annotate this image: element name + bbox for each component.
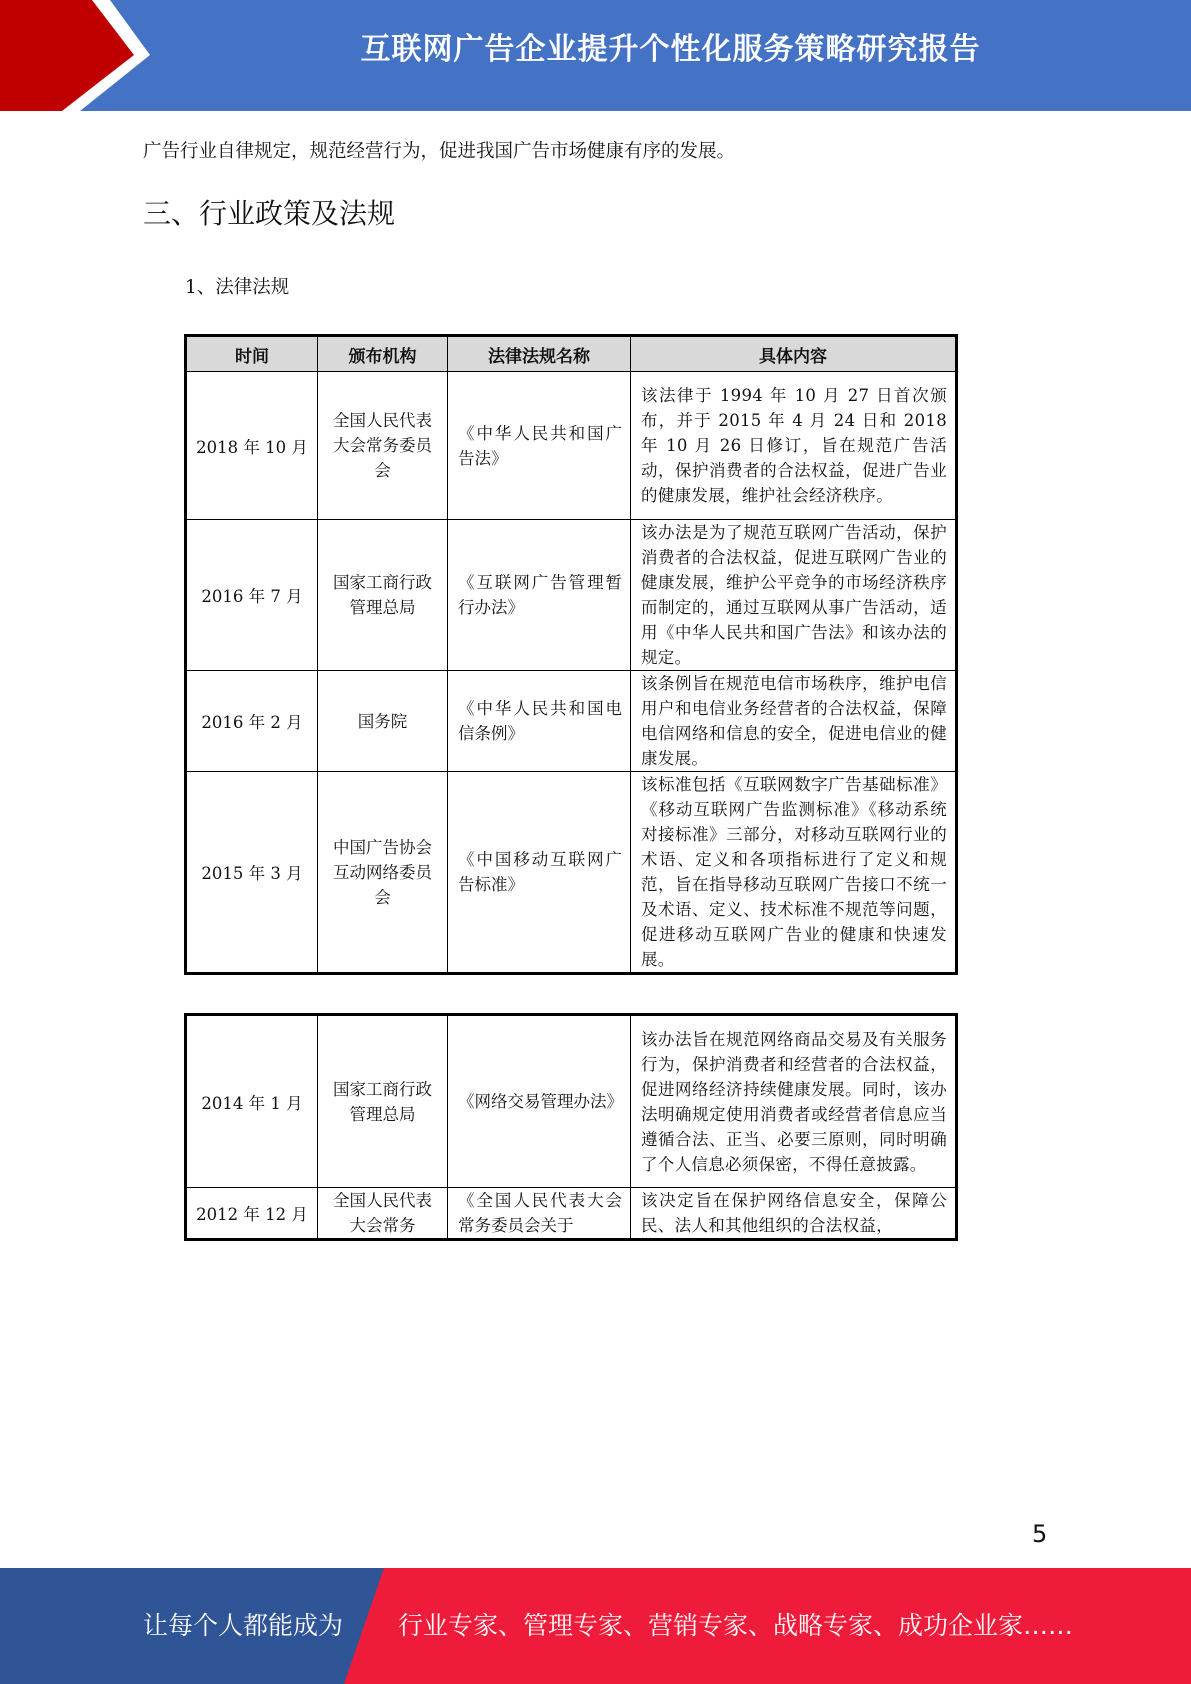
cell-content: 该办法是为了规范互联网广告活动，保护消费者的合法权益，促进互联网广告业的健康发展，维护公平竞争的市场经济秩序而制定的，通过互联网从事广告活动，适用《中华人民共和国广告法》和该办法的规定。	[631, 520, 957, 671]
table-row	[186, 1015, 957, 1188]
cell-date: 2014 年 1 月	[186, 1015, 318, 1188]
cell-date: 2016 年 7 月	[186, 520, 318, 671]
cell-content: 该决定旨在保护网络信息安全，保障公民、法人和其他组织的合法权益，	[631, 1188, 957, 1240]
cell-issuer: 国家工商行政管理总局	[318, 1015, 448, 1188]
footer-slogan-right: 行业专家、管理专家、营销专家、战略专家、成功企业家……	[398, 1611, 1074, 1640]
table-header-row	[186, 336, 957, 372]
intro-paragraph: 广告行业自律规定，规范经营行为，促进我国广告市场健康有序的发展。	[143, 141, 736, 162]
cell-law-name: 《中华人民共和国广告法》	[448, 372, 631, 520]
regulations-table	[184, 334, 958, 975]
section-heading: 三、行业政策及法规	[143, 197, 396, 230]
cell-law-name: 《互联网广告管理暂行办法》	[448, 520, 631, 671]
table-row	[186, 671, 957, 772]
cell-date: 2015 年 3 月	[186, 772, 318, 974]
cell-issuer: 全国人民代表大会常务委员会	[318, 372, 448, 520]
table-row	[186, 1188, 957, 1240]
cell-date: 2016 年 2 月	[186, 671, 318, 772]
header-banner	[0, 0, 1191, 111]
cell-date: 2012 年 12 月	[186, 1188, 318, 1240]
table-row	[186, 520, 957, 671]
footer-banner	[0, 1568, 1191, 1684]
cell-issuer: 国务院	[318, 671, 448, 772]
footer-slogan-left: 让每个人都能成为	[143, 1611, 344, 1640]
cell-law-name: 《全国人民代表大会常务委员会关于	[448, 1188, 631, 1240]
table-row	[186, 772, 957, 974]
cell-content: 该条例旨在规范电信市场秩序，维护电信用户和电信业务经营者的合法权益，保障电信网络和信息的安全，促进电信业的健康发展。	[631, 671, 957, 772]
cell-date: 2018 年 10 月	[186, 372, 318, 520]
column-header-issuer: 颁布机构	[318, 336, 448, 372]
table-row	[186, 372, 957, 520]
cell-law-name: 《中华人民共和国电信条例》	[448, 671, 631, 772]
page-number: 5	[1032, 1520, 1048, 1548]
column-header-law-name: 法律法规名称	[448, 336, 631, 372]
regulations-table-continued	[184, 1013, 958, 1241]
cell-content: 该法律于 1994 年 10 月 27 日首次颁布，并于 2015 年 4 月 24 日和 2018 年 10 月 26 日修订，旨在规范广告活动，保护消费者的合法权益，促进广告业的健康发展，维护社会经济秩序。	[631, 372, 957, 520]
cell-issuer: 全国人民代表大会常务	[318, 1188, 448, 1240]
cell-content: 该办法旨在规范网络商品交易及有关服务行为，保护消费者和经营者的合法权益，促进网络经济持续健康发展。同时，该办法明确规定使用消费者或经营者信息应当遵循合法、正当、必要三原则，同时明确了个人信息必须保密，不得任意披露。	[631, 1015, 957, 1188]
subsection-heading: 1、法律法规	[185, 277, 290, 298]
cell-content: 该标准包括《互联网数字广告基础标准》《移动互联网广告监测标准》《移动系统对接标准》三部分，对移动互联网行业的术语、定义和各项指标进行了定义和规范，旨在指导移动互联网广告接口不统一及术语、定义、技术标准不规范等问题，促进移动互联网广告业的健康和快速发展。	[631, 772, 957, 974]
report-title: 互联网广告企业提升个性化服务策略研究报告	[360, 32, 981, 67]
cell-issuer: 中国广告协会互动网络委员会	[318, 772, 448, 974]
cell-law-name: 《网络交易管理办法》	[448, 1015, 631, 1188]
column-header-content: 具体内容	[631, 336, 957, 372]
column-header-date: 时间	[186, 336, 318, 372]
cell-law-name: 《中国移动互联网广告标准》	[448, 772, 631, 974]
cell-issuer: 国家工商行政管理总局	[318, 520, 448, 671]
